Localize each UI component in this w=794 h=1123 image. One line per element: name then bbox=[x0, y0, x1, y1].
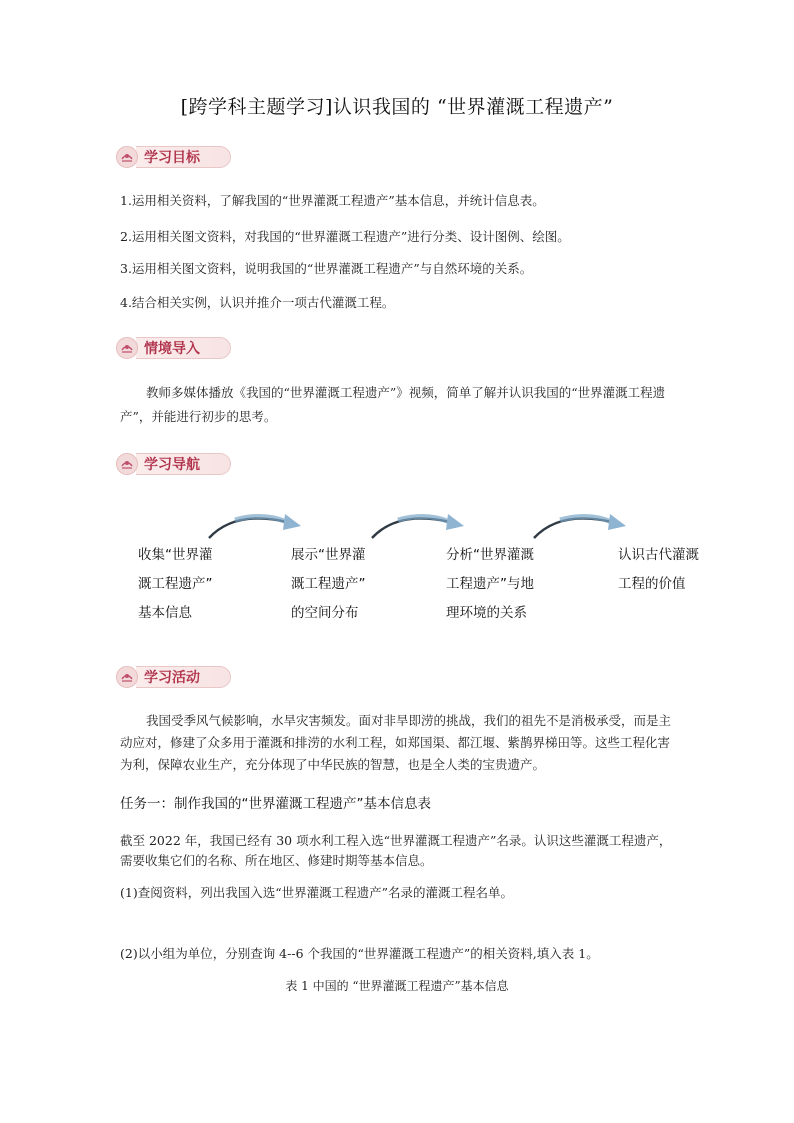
flow-step bbox=[291, 541, 366, 628]
section-header-intro bbox=[116, 337, 231, 359]
objective-item: 3.运用相关图文资料，说明我国的“世界灌溉工程遗产”与自然环境的关系。 bbox=[120, 261, 533, 276]
flow-step bbox=[618, 541, 699, 599]
section-label: 学习活动 bbox=[136, 666, 231, 688]
section-badge-icon bbox=[116, 453, 138, 475]
task-description: 截至 2022 年，我国已经有 30 项水利工程入选“世界灌溉工程遗产”名录。认识这些灌溉工程遗产，需要收集它们的名称、所在地区、修建时期等基本信息。 bbox=[120, 833, 672, 868]
flow-step-line: 的空间分布 bbox=[291, 605, 359, 621]
flow-arrow-icon bbox=[368, 508, 468, 544]
intro-paragraph: 教师多媒体播放《我国的“世界灌溉工程遗产”》视频，简单了解并认识我国的“世界灌溉工程遗产”，并能进行初步的思考。 bbox=[120, 385, 666, 424]
flow-step-line: 基本信息 bbox=[138, 605, 192, 621]
page-title: [跨学科主题学习]认识我国的 “世界灌溉工程遗产” bbox=[180, 96, 614, 118]
section-header-objectives bbox=[116, 146, 231, 168]
question-item: (2)以小组为单位，分别查询 4--6 个我国的“世界灌溉工程遗产”的相关资料,填入表 1。 bbox=[120, 946, 599, 961]
section-label: 情境导入 bbox=[136, 337, 231, 359]
flow-arrow-icon bbox=[530, 508, 630, 544]
flow-step-line: 溉工程遗产” bbox=[138, 576, 213, 592]
flow-arrow-icon bbox=[205, 508, 305, 544]
section-badge-icon bbox=[116, 666, 138, 688]
section-badge-icon bbox=[116, 337, 138, 359]
flow-step-line: 工程的价值 bbox=[618, 576, 686, 592]
flow-step-line: 认识古代灌溉 bbox=[618, 547, 699, 563]
section-header-activity bbox=[116, 666, 231, 688]
flow-step bbox=[138, 541, 213, 628]
flow-step bbox=[446, 541, 534, 628]
objective-item: 1.运用相关资料，了解我国的“世界灌溉工程遗产”基本信息，并统计信息表。 bbox=[120, 193, 545, 208]
question-item: (1)查阅资料，列出我国入选“世界灌溉工程遗产”名录的灌溉工程名单。 bbox=[120, 885, 513, 900]
objective-item: 4.结合相关实例，认识并推介一项古代灌溉工程。 bbox=[120, 295, 395, 310]
task-title: 任务一：制作我国的“世界灌溉工程遗产”基本信息表 bbox=[120, 796, 431, 812]
section-label: 学习目标 bbox=[136, 146, 231, 168]
table-caption: 表 1 中国的 “世界灌溉工程遗产”基本信息 bbox=[285, 979, 509, 993]
flow-step-line: 工程遗产”与地 bbox=[446, 576, 534, 592]
flow-step-line: 展示“世界灌 bbox=[291, 547, 366, 563]
objective-item: 2.运用相关图文资料，对我国的“世界灌溉工程遗产”进行分类、设计图例、绘图。 bbox=[120, 229, 570, 244]
flow-step-line: 理环境的关系 bbox=[446, 605, 527, 621]
activity-intro-paragraph: 我国受季风气候影响，水旱灾害频发。面对非旱即涝的挑战，我们的祖先不是消极承受，而是主动应对，修建了众多用于灌溉和排涝的水利工程，如郑国渠、都江堰、紫鹊界梯田等。这些工程化害为利，保障农业生产，充分体现了中华民族的智慧，也是全人类的宝贵遗产。 bbox=[120, 713, 672, 772]
flow-step-line: 分析“世界灌溉 bbox=[446, 547, 534, 563]
flow-step-line: 收集“世界灌 bbox=[138, 547, 213, 563]
section-badge-icon bbox=[116, 146, 138, 168]
section-label: 学习导航 bbox=[136, 453, 231, 475]
section-header-navigation bbox=[116, 453, 231, 475]
flow-step-line: 溉工程遗产” bbox=[291, 576, 366, 592]
